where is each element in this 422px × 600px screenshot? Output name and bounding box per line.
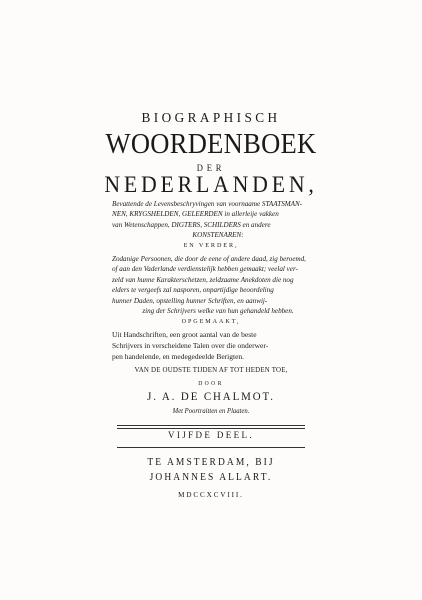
description-line: hunner Daden, opstelling hunner Schriften, en aanwij- bbox=[112, 296, 268, 305]
description-line: zeld van hunne Karakterschetzen, zeldzaame Anekdoten die nog bbox=[112, 275, 294, 284]
description-paragraph bbox=[112, 254, 324, 316]
bottom-rule bbox=[117, 447, 305, 448]
subtitle-paragraph bbox=[112, 199, 324, 241]
opgemaakt-label: OPGEMAAKT, bbox=[181, 318, 241, 325]
sources-line: Uit Handschriften, een groot aantal van de beste bbox=[112, 330, 257, 339]
top-rule-lower bbox=[117, 428, 305, 429]
sources-line: pen handelende, en medegedeelde Berigten. bbox=[112, 352, 245, 361]
subtitle-line: NEN, KRYGSHELDEN, GELEERDEN in allerleije vakken bbox=[112, 210, 279, 219]
description-line: of aan den Vaderlande verdienstelijk hebben gemaakt; veelal ver- bbox=[112, 265, 298, 274]
description-line: elders te vergeefs zal nasporen, onpartijdige beoordeling bbox=[112, 286, 274, 295]
top-rule-upper bbox=[117, 425, 305, 426]
sources-paragraph bbox=[112, 329, 324, 362]
subtitle-line: KONSTENAREN: bbox=[192, 231, 244, 240]
portraits-note: Met Poortraitten en Plaaten. bbox=[172, 407, 250, 415]
description-line: zing der Schrijvers welke van hun gehandeld hebben. bbox=[142, 307, 294, 316]
title-line-woordenboek: WOORDENBOEK bbox=[105, 129, 317, 160]
sources-line: Schrijvers in verscheidene Talen over die onderwer- bbox=[112, 341, 269, 350]
publication-year: MDCCXCVIII. bbox=[178, 490, 244, 499]
subtitle-line: Bevattende de Levensbeschryvingen van voornaame STAATSMAN- bbox=[112, 200, 303, 208]
title-line-der: DER bbox=[196, 163, 226, 173]
subtitle-line: van Wetenschappen, DIGTERS, SCHILDERS en andere bbox=[112, 220, 271, 229]
place-line: TE AMSTERDAM, BIJ bbox=[147, 457, 275, 468]
en-verder-label: EN VERDER, bbox=[183, 242, 239, 249]
author-name: J. A. DE CHALMOT. bbox=[147, 391, 275, 403]
description-line: Zodanige Persoonen, die door de eene of andere daad, zig beroemd, bbox=[112, 255, 306, 263]
title-line-biographisch: BIOGRAPHISCH bbox=[141, 111, 281, 126]
period-line: VAN DE OUDSTE TIJDEN AF TOT HEDEN TOE, bbox=[134, 365, 288, 374]
door-label: DOOR bbox=[198, 381, 224, 387]
volume-label: VIJFDE DEEL. bbox=[168, 431, 254, 441]
title-line-nederlanden: NEDERLANDEN, bbox=[104, 172, 318, 197]
publisher-name: JOHANNES ALLART. bbox=[149, 472, 273, 483]
